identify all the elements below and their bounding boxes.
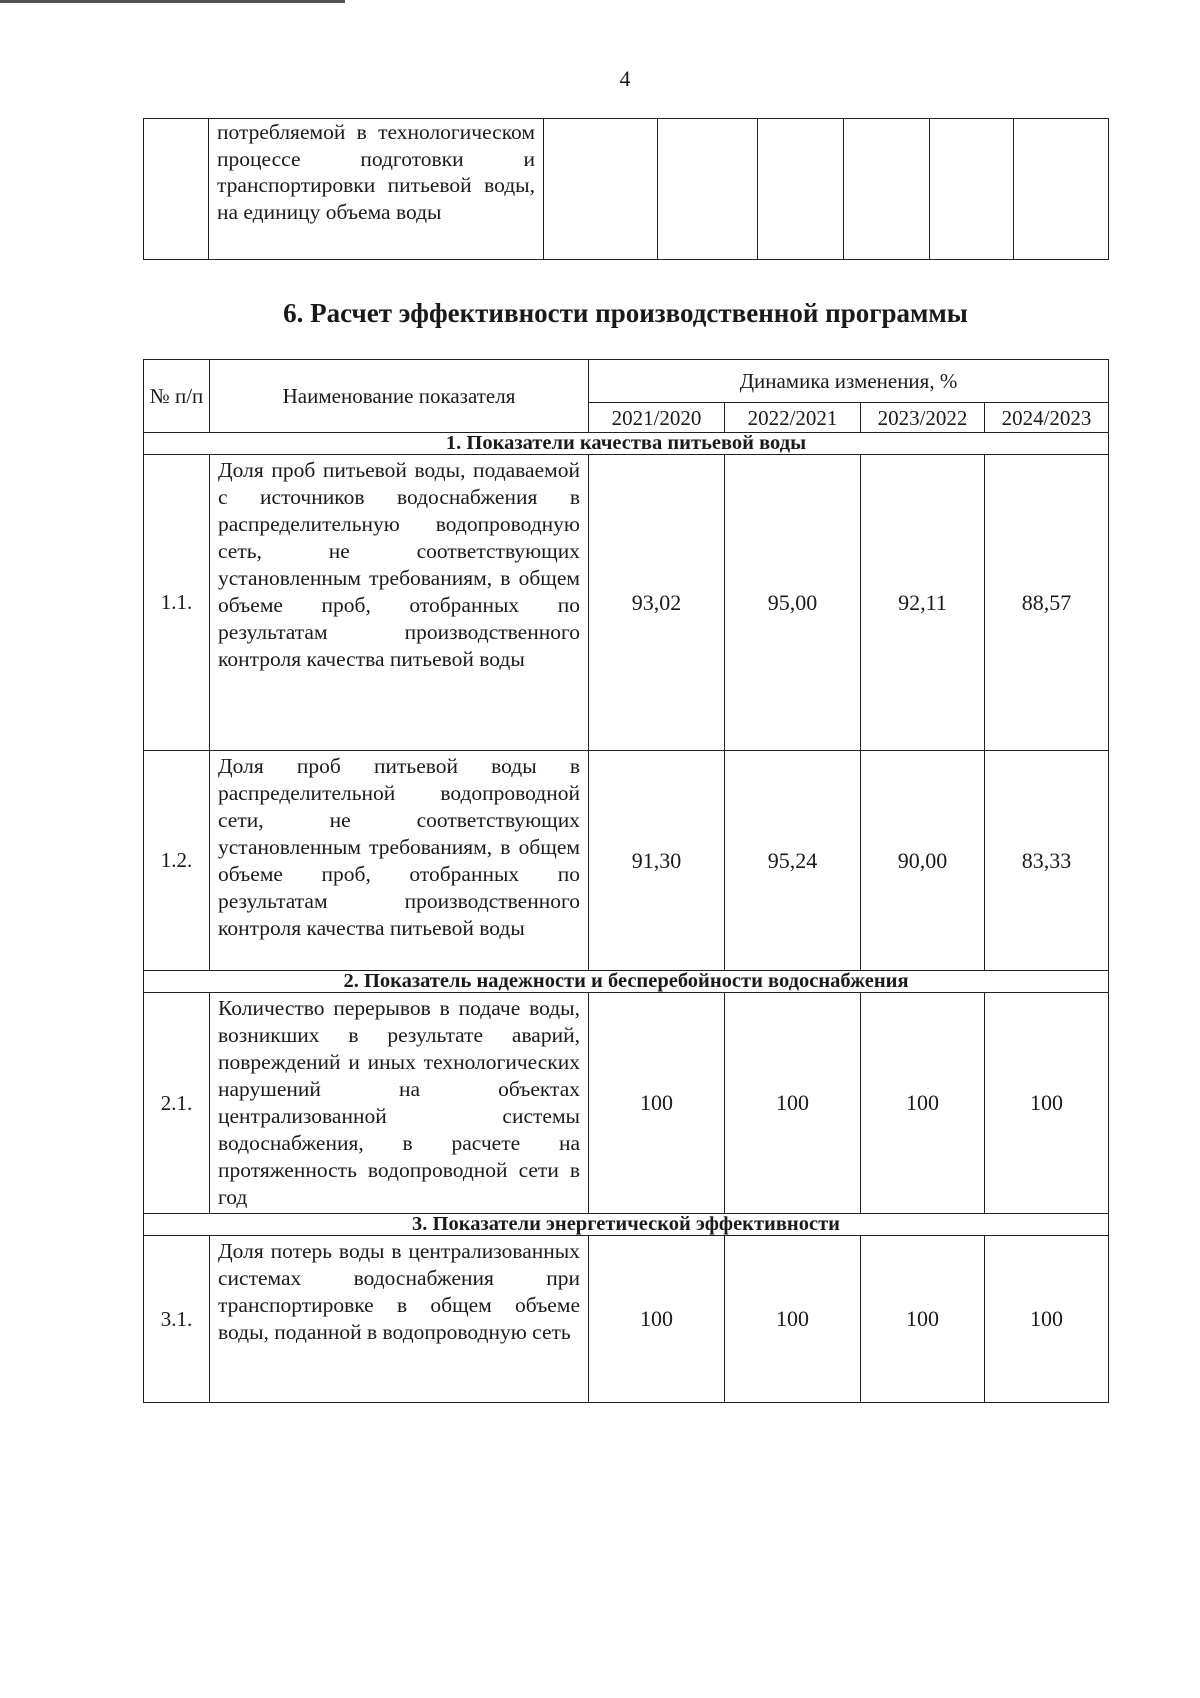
- page-number: 4: [619, 66, 631, 91]
- row-value: 90,00: [861, 751, 985, 971]
- row-value: 100: [985, 1236, 1109, 1403]
- header-dynamics: Динамика изменения, %: [589, 360, 1109, 403]
- row-number: 1.2.: [144, 751, 210, 971]
- row-value: 83,33: [985, 751, 1109, 971]
- row-indicator-name: Доля потерь воды в централизованных системах водоснабжения при транспортировке в общем объеме воды, поданной в водопроводную сеть: [210, 1236, 589, 1403]
- group-title: 1. Показатели качества питьевой воды: [144, 433, 1109, 455]
- efficiency-table: [143, 359, 1109, 1403]
- row-number: 2.1.: [144, 993, 210, 1214]
- header-period: 2023/2022: [861, 403, 985, 433]
- cell-empty: [144, 119, 209, 260]
- row-value: 95,24: [725, 751, 861, 971]
- row-indicator-name: Доля проб питьевой воды, подаваемой с источников водоснабжения в распределительную водопроводную сеть, не соответствующих установленным требованиям, в общем объеме проб, отобранных по результатам производственного контроля качества питьевой воды: [210, 455, 589, 751]
- header-number: № п/п: [144, 360, 210, 433]
- group-row: [144, 1214, 1109, 1236]
- header-period: 2021/2020: [589, 403, 725, 433]
- row-value: 100: [985, 993, 1109, 1214]
- cell-empty: [758, 119, 844, 260]
- continued-table: [143, 118, 1109, 260]
- table-row: [144, 993, 1109, 1214]
- row-value: 100: [725, 1236, 861, 1403]
- cell-empty: [844, 119, 930, 260]
- scan-edge-mark: [0, 0, 345, 3]
- group-row: [144, 971, 1109, 993]
- table-row: [144, 751, 1109, 971]
- section-title: 6. Расчет эффективности производственной программы: [283, 298, 968, 328]
- row-value: 93,02: [589, 455, 725, 751]
- cell-empty: [658, 119, 758, 260]
- cell-empty: [930, 119, 1014, 260]
- row-value: 100: [725, 993, 861, 1214]
- row-number: 3.1.: [144, 1236, 210, 1403]
- header-period: 2022/2021: [725, 403, 861, 433]
- group-row: [144, 433, 1109, 455]
- row-value: 100: [861, 993, 985, 1214]
- row-indicator-name: Доля проб питьевой воды в распределительной водопроводной сети, не соответствующих установленным требованиям, в общем объеме проб, отобранных по результатам производственного контроля качества питьевой воды: [210, 751, 589, 971]
- cell-empty: [1014, 119, 1109, 260]
- row-value: 91,30: [589, 751, 725, 971]
- row-value: 100: [589, 1236, 725, 1403]
- row-value: 92,11: [861, 455, 985, 751]
- row-number: 1.1.: [144, 455, 210, 751]
- continued-indicator-text: потребляемой в технологическом процессе подготовки и транспортировки питьевой воды, на единицу объема воды: [209, 119, 544, 260]
- header-indicator-name: Наименование показателя: [210, 360, 589, 433]
- group-title: 3. Показатели энергетической эффективности: [144, 1214, 1109, 1236]
- table-row: [144, 455, 1109, 751]
- cell-empty: [544, 119, 658, 260]
- row-value: 100: [861, 1236, 985, 1403]
- header-period: 2024/2023: [985, 403, 1109, 433]
- group-title: 2. Показатель надежности и бесперебойности водоснабжения: [144, 971, 1109, 993]
- row-value: 100: [589, 993, 725, 1214]
- row-indicator-name: Количество перерывов в подаче воды, возникших в результате аварий, повреждений и иных технологических нарушений на объектах централизованной системы водоснабжения, в расчете на протяженность водопроводной сети в год: [210, 993, 589, 1214]
- row-value: 88,57: [985, 455, 1109, 751]
- table-row: [144, 1236, 1109, 1403]
- continued-row: [144, 119, 1109, 260]
- row-value: 95,00: [725, 455, 861, 751]
